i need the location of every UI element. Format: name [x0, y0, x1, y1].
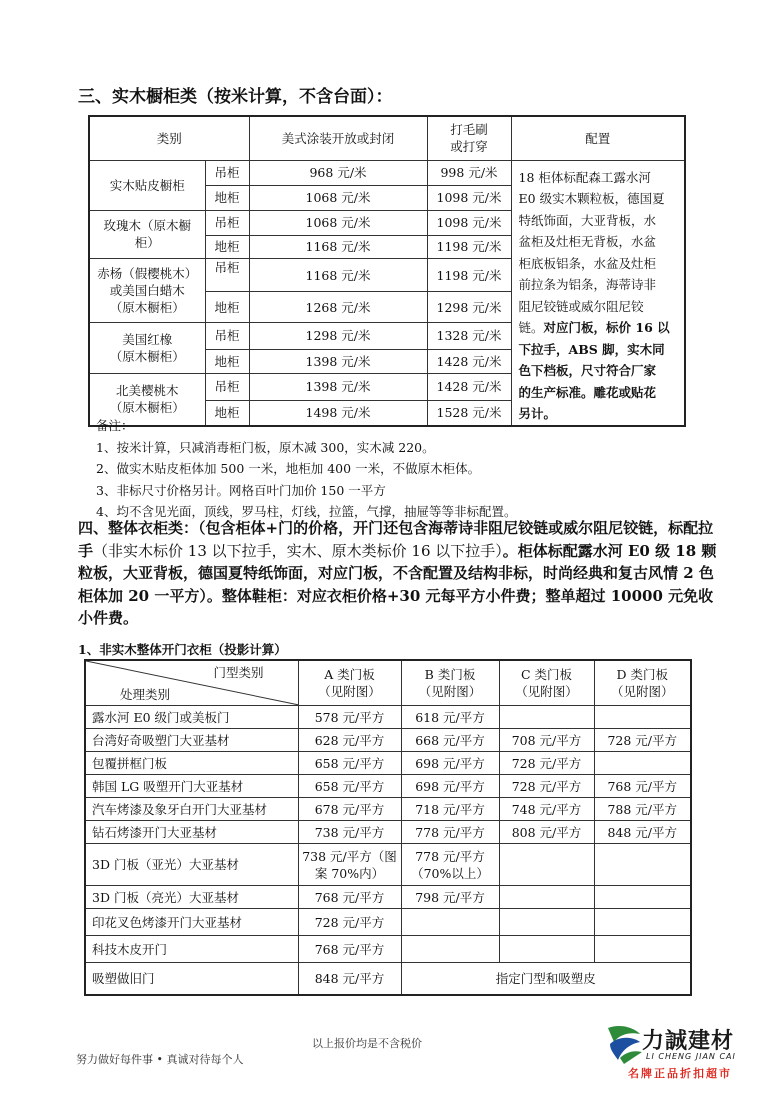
section4-paragraph: 四、整体衣柜类：（包含柜体+门的价格，开门还包含海蒂诗非阻尼铰链或威尔阻尼铰链，标配拉手（非实木标价 13 以下拉手，实木、原木类标价 16 以下拉手）。柜体标配露水河 E0 级 18 颗粒板，大亚背板，德国夏特纸饰面，对应门板，不含配置及结构非标，时尚经典和复古风情 2 色柜体加 20 一平方）。整体鞋柜：对应衣柜价格+30 元每平方小件费；整单超过 10000 元免收小件费。 [78, 519, 717, 627]
table-cell: 1498 元/米 [249, 401, 427, 426]
table-row: 韩国 LG 吸塑开门大亚基材 658 元/平方 698 元/平方 728 元/平方 768 元/平方 [85, 775, 691, 798]
header-c: C 类门板 （见附图） [499, 660, 594, 706]
table-cell: 998 元/米 [427, 160, 511, 185]
footer-slogan: 努力做好每件事 • 真诚对待每个人 [76, 1053, 244, 1066]
table-cell: 吊柜 [205, 373, 249, 400]
table-cell: 吊柜 [205, 323, 249, 349]
note-item: 3、非标尺寸价格另计。网格百叶门加价 150 一平方 [96, 482, 386, 498]
category-alder: 赤杨（假樱桃木） 或美国白蜡木 （原木橱柜） [89, 258, 205, 322]
table-cell: 1528 元/米 [427, 401, 511, 426]
diagonal-header [85, 660, 298, 706]
footer-tax-note: 以上报价均是不含税价 [312, 1037, 422, 1050]
header-config: 配置 [511, 116, 685, 160]
wardrobe-subtitle: 1、非实木整体开门衣柜（投影计算） [78, 642, 287, 657]
table-cell: 1398 元/米 [249, 373, 427, 400]
kitchen-cabinet-table [88, 115, 686, 427]
table-cell: 1428 元/米 [427, 349, 511, 373]
category-rosewood: 玫瑰木（原木橱 柜） [89, 210, 205, 258]
table-cell: 1198 元/米 [427, 235, 511, 258]
note-item: 4、均不含见光面，顶线，罗马柱，灯线，拉篮，气撑，抽屉等等非标配置。 [96, 504, 517, 519]
header-b: B 类门板 （见附图） [401, 660, 499, 706]
header-d: D 类门板 （见附图） [594, 660, 691, 706]
diag-top-label: 门型类别 [213, 665, 264, 680]
note-item: 1、按米计算，只减消毒柜门板，原木减 300，实木减 220。 [96, 439, 435, 455]
section3-title: 三、实木橱柜类（按米计算，不含台面）： [78, 87, 393, 107]
header-category: 类别 [89, 116, 249, 160]
table-cell: 1068 元/米 [249, 185, 427, 210]
table-row: 汽车烤漆及象牙白开门大亚基材 678 元/平方 718 元/平方 748 元/平方 788 元/平方 [85, 798, 691, 821]
diagonal-line [86, 661, 298, 705]
table-row: 钻石烤漆开门大亚基材 738 元/平方 778 元/平方 808 元/平方 848 元/平方 [85, 821, 691, 844]
table-cell: 1068 元/米 [249, 210, 427, 235]
table-cell: 地柜 [205, 292, 249, 323]
table-cell: 1168 元/米 [249, 258, 427, 291]
table-cell: 吊柜 [205, 160, 249, 185]
diag-bottom-label: 处理类别 [120, 687, 171, 702]
section4-title: 四、整体衣柜类： [78, 519, 199, 537]
table-cell: 地柜 [205, 349, 249, 373]
category-red-oak: 美国红橡 （原木橱柜） [89, 323, 205, 373]
table-cell: 1198 元/米 [427, 258, 511, 291]
logo-pinyin: LI CHENG JIAN CAI [646, 1052, 736, 1061]
config-cell: 18 柜体标配森工露水河 E0 级实木颗粒板，德国夏 特纸饰面，大亚背板，水 盆柜及灶柜无背板，水盆 柜底板铝条，水盆及灶柜 前拉条为铝条，海蒂诗非 阻尼铰链或威尔阻尼铰 链。对应门板，标价 16 以 下拉手，ABS 脚，实木同 色下档板，尺寸符合厂家 的生产标准。雕花或贴花 另计。 [511, 160, 685, 426]
table-row: 3D 门板（亚光）大亚基材 738 元/平方（图 案 70%内） 778 元/平方 （70%以上） [85, 844, 691, 886]
table-row: 露水河 E0 级门或美板门 578 元/平方 618 元/平方 [85, 706, 691, 729]
table-cell: 地柜 [205, 185, 249, 210]
table-row: 台湾好奇吸塑门大亚基材 628 元/平方 668 元/平方 708 元/平方 728 元/平方 [85, 729, 691, 752]
table-cell: 1298 元/米 [249, 323, 427, 349]
company-logo [604, 1022, 772, 1082]
table-cell: 1098 元/米 [427, 210, 511, 235]
header-american-coating: 美式涂装开放或封闭 [249, 116, 427, 160]
table-cell: 1428 元/米 [427, 373, 511, 400]
table-row: 3D 门板（亮光）大亚基材 768 元/平方 798 元/平方 [85, 886, 691, 909]
table-cell: 1398 元/米 [249, 349, 427, 373]
table-cell: 吊柜 [205, 210, 249, 235]
table-cell: 1328 元/米 [427, 323, 511, 349]
category-cherry: 北美樱桃木 （原木橱柜） [89, 373, 205, 425]
note-item: 2、做实木贴皮柜体加 500 一米，地柜加 400 一米，不做原木柜体。 [96, 461, 481, 476]
table-row: 科技木皮开门 768 元/平方 [85, 936, 691, 963]
header-brushed: 打毛刷 或打穿 [427, 116, 511, 160]
wardrobe-table [84, 659, 692, 996]
logo-wordmark: 力誠建材 [642, 1029, 735, 1054]
table-row: 包覆拼框门板 658 元/平方 698 元/平方 728 元/平方 [85, 752, 691, 775]
table-row: 吸塑做旧门 848 元/平方 指定门型和吸塑皮 [85, 963, 691, 995]
table-cell: 1168 元/米 [249, 235, 427, 258]
table-cell: 968 元/米 [249, 160, 427, 185]
notes [96, 415, 516, 523]
table-row: 印花叉色烤漆开门大亚基材 728 元/平方 [85, 909, 691, 936]
table-cell: 1298 元/米 [427, 292, 511, 323]
table-cell: 地柜 [205, 401, 249, 426]
header-a: A 类门板 （见附图） [298, 660, 401, 706]
table-cell: 地柜 [205, 235, 249, 258]
table-cell: 吊柜 [205, 258, 249, 291]
note-heading: 备注： [96, 418, 134, 433]
category-veneer: 实木贴皮橱柜 [89, 160, 205, 210]
table-cell: 1098 元/米 [427, 185, 511, 210]
logo-emblem-icon [604, 1022, 644, 1066]
logo-tagline: 名牌正品折扣超市 [628, 1067, 732, 1080]
table-cell: 1268 元/米 [249, 292, 427, 323]
